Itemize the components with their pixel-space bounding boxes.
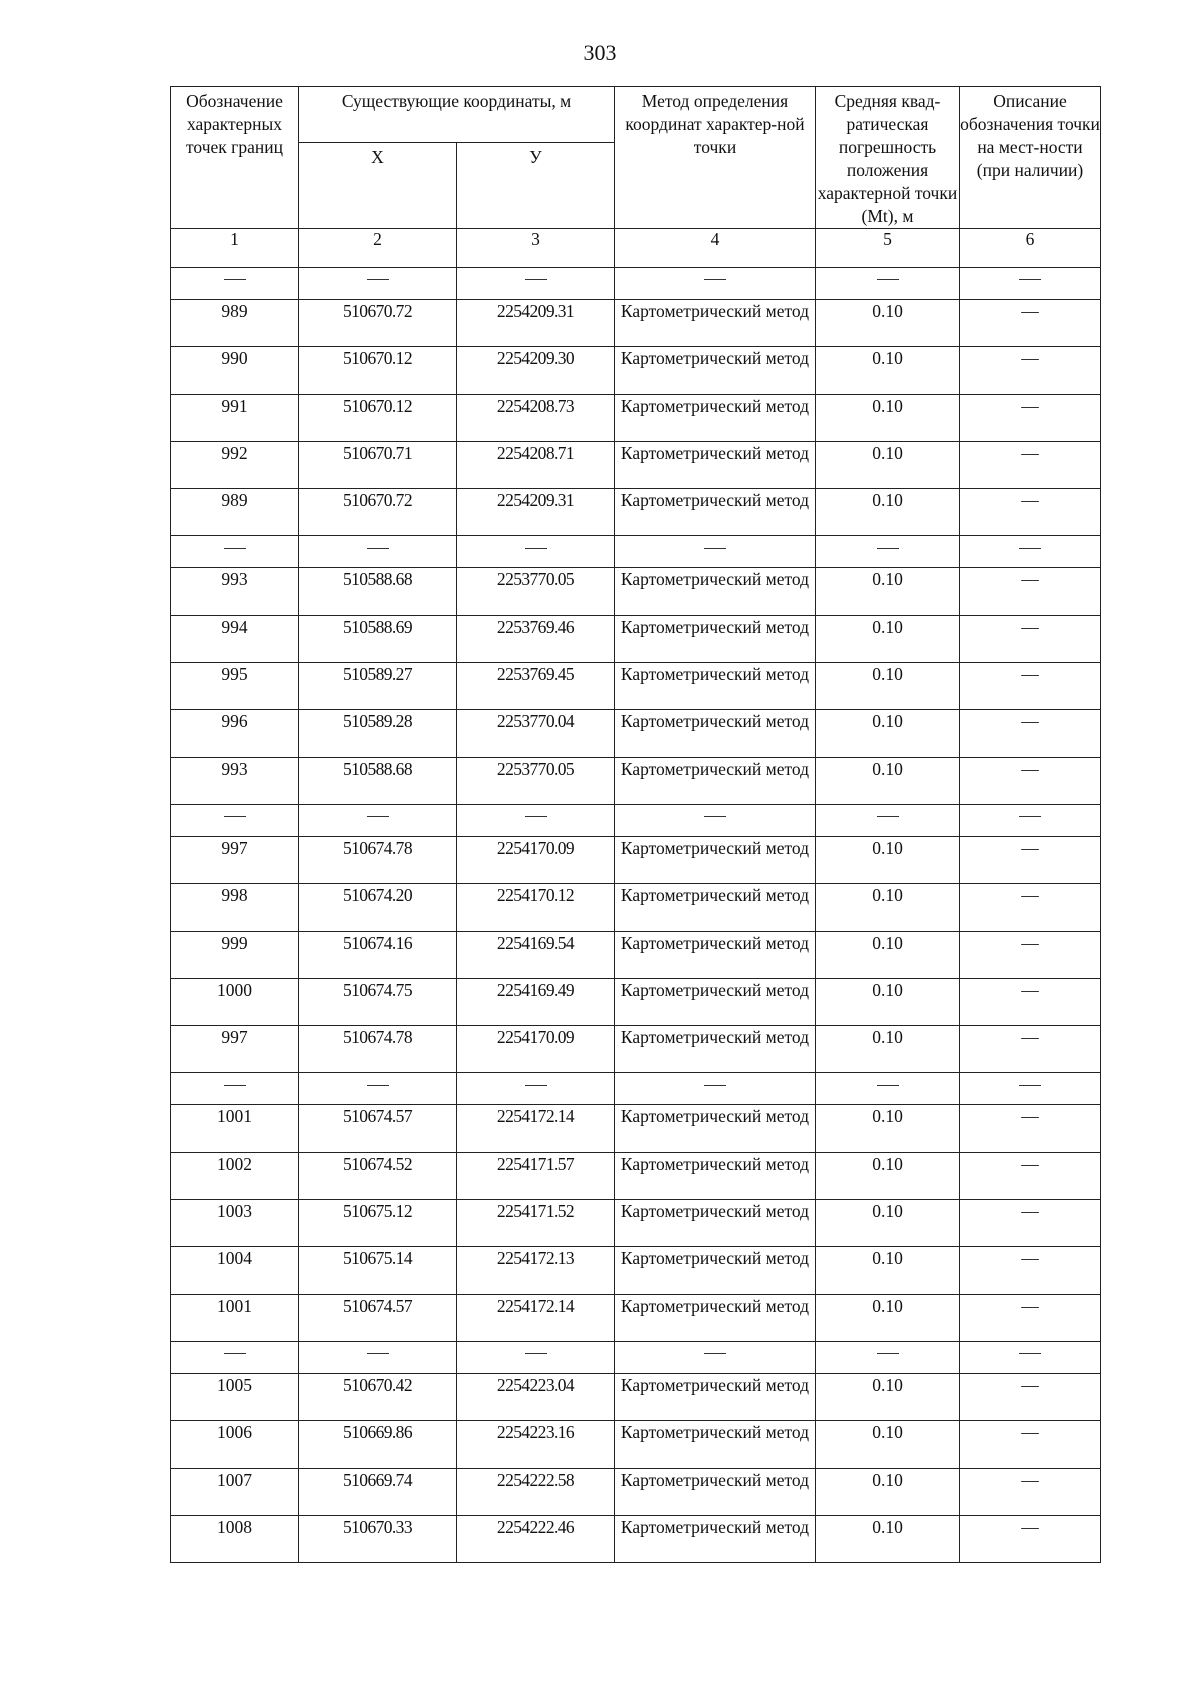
x-coordinate-cell: 510674.57 [299, 1105, 457, 1152]
point-id-cell: 993 [171, 757, 299, 804]
separator-cell [299, 1341, 457, 1373]
method-cell: Картометрический метод [615, 1515, 816, 1562]
y-coordinate-cell: 2253770.05 [457, 568, 615, 615]
point-id-cell: 1005 [171, 1373, 299, 1420]
x-coordinate-cell: 510675.12 [299, 1200, 457, 1247]
separator-cell [615, 536, 816, 568]
separator-cell [816, 536, 960, 568]
dash-mark [367, 1353, 389, 1354]
description-cell: — [960, 1026, 1101, 1073]
point-id-cell: 993 [171, 568, 299, 615]
mt-cell: 0.10 [816, 663, 960, 710]
description-cell: — [960, 1247, 1101, 1294]
dash-mark [224, 816, 246, 817]
point-id-cell: 999 [171, 931, 299, 978]
table-row [171, 1421, 1101, 1468]
separator-row [171, 536, 1101, 568]
method-cell: Картометрический метод [615, 710, 816, 757]
method-cell: Картометрический метод [615, 1247, 816, 1294]
x-coordinate-cell: 510588.68 [299, 757, 457, 804]
separator-cell [171, 1341, 299, 1373]
x-coordinate-cell: 510674.16 [299, 931, 457, 978]
method-cell: Картометрический метод [615, 1421, 816, 1468]
separator-cell [299, 1073, 457, 1105]
mt-cell: 0.10 [816, 884, 960, 931]
x-coordinate-cell: 510674.57 [299, 1294, 457, 1341]
x-coordinate-cell: 510674.78 [299, 1026, 457, 1073]
separator-cell [457, 804, 615, 836]
mt-cell: 0.10 [816, 1294, 960, 1341]
point-id-cell: 1003 [171, 1200, 299, 1247]
y-coordinate-cell: 2254171.52 [457, 1200, 615, 1247]
x-coordinate-cell: 510670.71 [299, 441, 457, 488]
y-coordinate-cell: 2254209.31 [457, 489, 615, 536]
table-row [171, 757, 1101, 804]
description-cell: — [960, 615, 1101, 662]
table-row [171, 1294, 1101, 1341]
dash-mark [704, 279, 726, 280]
mt-cell: 0.10 [816, 394, 960, 441]
table-row [171, 300, 1101, 347]
mt-cell: 0.10 [816, 1105, 960, 1152]
column-number-row [171, 229, 1101, 268]
mt-cell: 0.10 [816, 931, 960, 978]
separator-row [171, 1073, 1101, 1105]
description-cell: — [960, 663, 1101, 710]
column-number: 3 [457, 229, 615, 268]
point-id-cell: 1001 [171, 1294, 299, 1341]
y-coordinate-cell: 2254170.09 [457, 836, 615, 883]
column-number: 2 [299, 229, 457, 268]
y-coordinate-cell: 2254169.54 [457, 931, 615, 978]
point-id-cell: 991 [171, 394, 299, 441]
point-id-cell: 989 [171, 300, 299, 347]
table-header [171, 87, 1101, 268]
x-coordinate-cell: 510670.72 [299, 489, 457, 536]
description-cell: — [960, 757, 1101, 804]
dash-mark [367, 548, 389, 549]
description-cell: — [960, 568, 1101, 615]
point-id-cell: 989 [171, 489, 299, 536]
mt-cell: 0.10 [816, 710, 960, 757]
mt-cell: 0.10 [816, 1200, 960, 1247]
dash-mark [224, 1085, 246, 1086]
point-id-cell: 1001 [171, 1105, 299, 1152]
dash-mark [224, 1353, 246, 1354]
method-cell: Картометрический метод [615, 757, 816, 804]
x-coordinate-cell: 510670.42 [299, 1373, 457, 1420]
method-cell: Картометрический метод [615, 1152, 816, 1199]
point-id-cell: 1004 [171, 1247, 299, 1294]
separator-row [171, 1341, 1101, 1373]
dash-mark [525, 816, 547, 817]
mt-cell: 0.10 [816, 1515, 960, 1562]
dash-mark [224, 548, 246, 549]
point-id-cell: 995 [171, 663, 299, 710]
table-row [171, 1105, 1101, 1152]
dash-mark [704, 1085, 726, 1086]
mt-cell: 0.10 [816, 1468, 960, 1515]
point-id-cell: 990 [171, 347, 299, 394]
description-cell: — [960, 1105, 1101, 1152]
description-cell: — [960, 1152, 1101, 1199]
y-coordinate-cell: 2254223.04 [457, 1373, 615, 1420]
separator-cell [457, 268, 615, 300]
x-coordinate-cell: 510674.78 [299, 836, 457, 883]
x-coordinate-cell: 510674.52 [299, 1152, 457, 1199]
y-coordinate-cell: 2253770.04 [457, 710, 615, 757]
separator-cell [816, 268, 960, 300]
header-description: Описание обозначения точки на мест-ности (при наличии) [960, 87, 1101, 229]
separator-cell [171, 268, 299, 300]
x-coordinate-cell: 510674.75 [299, 978, 457, 1025]
y-coordinate-cell: 2254172.13 [457, 1247, 615, 1294]
dash-mark [1019, 1085, 1041, 1086]
method-cell: Картометрический метод [615, 300, 816, 347]
dash-mark [704, 816, 726, 817]
y-coordinate-cell: 2254169.49 [457, 978, 615, 1025]
x-coordinate-cell: 510670.72 [299, 300, 457, 347]
point-id-cell: 994 [171, 615, 299, 662]
column-number: 5 [816, 229, 960, 268]
description-cell: — [960, 347, 1101, 394]
point-id-cell: 992 [171, 441, 299, 488]
table-row [171, 568, 1101, 615]
mt-cell: 0.10 [816, 1247, 960, 1294]
mt-cell: 0.10 [816, 757, 960, 804]
coordinates-table [170, 86, 1101, 1563]
mt-cell: 0.10 [816, 1026, 960, 1073]
table-row [171, 489, 1101, 536]
table-row [171, 1373, 1101, 1420]
separator-cell [816, 1341, 960, 1373]
method-cell: Картометрический метод [615, 931, 816, 978]
column-number: 6 [960, 229, 1101, 268]
point-id-cell: 1008 [171, 1515, 299, 1562]
method-cell: Картометрический метод [615, 1026, 816, 1073]
table-row [171, 615, 1101, 662]
point-id-cell: 1006 [171, 1421, 299, 1468]
dash-mark [1019, 816, 1041, 817]
header-method: Метод определения координат характер-ной точки [615, 87, 816, 229]
page-number: 303 [583, 40, 617, 65]
separator-cell [457, 536, 615, 568]
separator-cell [171, 804, 299, 836]
description-cell: — [960, 489, 1101, 536]
table-row [171, 710, 1101, 757]
separator-cell [457, 1073, 615, 1105]
separator-cell [615, 1073, 816, 1105]
description-cell: — [960, 1200, 1101, 1247]
dash-mark [704, 548, 726, 549]
point-id-cell: 997 [171, 836, 299, 883]
dash-mark [877, 1085, 899, 1086]
point-id-cell: 996 [171, 710, 299, 757]
dash-mark [367, 279, 389, 280]
dash-mark [877, 279, 899, 280]
y-coordinate-cell: 2254170.09 [457, 1026, 615, 1073]
table-row [171, 1247, 1101, 1294]
table-row [171, 978, 1101, 1025]
point-id-cell: 1002 [171, 1152, 299, 1199]
y-coordinate-cell: 2254222.46 [457, 1515, 615, 1562]
y-coordinate-cell: 2254209.30 [457, 347, 615, 394]
separator-cell [816, 804, 960, 836]
mt-cell: 0.10 [816, 568, 960, 615]
dash-mark [877, 816, 899, 817]
dash-mark [704, 1353, 726, 1354]
y-coordinate-cell: 2254170.12 [457, 884, 615, 931]
mt-cell: 0.10 [816, 1152, 960, 1199]
dash-mark [367, 1085, 389, 1086]
method-cell: Картометрический метод [615, 978, 816, 1025]
x-coordinate-cell: 510588.69 [299, 615, 457, 662]
table-row [171, 1515, 1101, 1562]
table-row [171, 1200, 1101, 1247]
y-coordinate-cell: 2253769.45 [457, 663, 615, 710]
x-coordinate-cell: 510675.14 [299, 1247, 457, 1294]
method-cell: Картометрический метод [615, 663, 816, 710]
separator-cell [960, 1073, 1101, 1105]
point-id-cell: 1000 [171, 978, 299, 1025]
dash-mark [224, 279, 246, 280]
mt-cell: 0.10 [816, 1421, 960, 1468]
description-cell: — [960, 441, 1101, 488]
column-number: 1 [171, 229, 299, 268]
separator-cell [457, 1341, 615, 1373]
mt-cell: 0.10 [816, 615, 960, 662]
separator-cell [299, 536, 457, 568]
y-coordinate-cell: 2254171.57 [457, 1152, 615, 1199]
mt-cell: 0.10 [816, 347, 960, 394]
header-mean-square-error: Средняя квад-ратическая погрешность положения характерной точки (Mt), м [816, 87, 960, 229]
description-cell: — [960, 1421, 1101, 1468]
dash-mark [367, 816, 389, 817]
header-existing-coordinates: Существующие координаты, м [299, 87, 615, 143]
mt-cell: 0.10 [816, 489, 960, 536]
separator-cell [615, 804, 816, 836]
method-cell: Картометрический метод [615, 1200, 816, 1247]
x-coordinate-cell: 510670.12 [299, 347, 457, 394]
mt-cell: 0.10 [816, 978, 960, 1025]
table-row [171, 394, 1101, 441]
x-coordinate-cell: 510589.28 [299, 710, 457, 757]
dash-mark [1019, 279, 1041, 280]
table-row [171, 347, 1101, 394]
separator-cell [960, 536, 1101, 568]
method-cell: Картометрический метод [615, 1468, 816, 1515]
table-body [171, 268, 1101, 1563]
x-coordinate-cell: 510588.68 [299, 568, 457, 615]
separator-cell [299, 268, 457, 300]
x-coordinate-cell: 510670.33 [299, 1515, 457, 1562]
dash-mark [525, 279, 547, 280]
point-id-cell: 998 [171, 884, 299, 931]
header-x: X [299, 143, 457, 229]
table-row [171, 1152, 1101, 1199]
separator-cell [171, 1073, 299, 1105]
table-row [171, 836, 1101, 883]
method-cell: Картометрический метод [615, 836, 816, 883]
description-cell: — [960, 710, 1101, 757]
mt-cell: 0.10 [816, 441, 960, 488]
description-cell: — [960, 1515, 1101, 1562]
dash-mark [877, 548, 899, 549]
table-row [171, 441, 1101, 488]
method-cell: Картометрический метод [615, 1294, 816, 1341]
method-cell: Картометрический метод [615, 441, 816, 488]
method-cell: Картометрический метод [615, 615, 816, 662]
description-cell: — [960, 884, 1101, 931]
y-coordinate-cell: 2254222.58 [457, 1468, 615, 1515]
mt-cell: 0.10 [816, 836, 960, 883]
method-cell: Картометрический метод [615, 884, 816, 931]
description-cell: — [960, 1373, 1101, 1420]
table-row [171, 663, 1101, 710]
x-coordinate-cell: 510674.20 [299, 884, 457, 931]
y-coordinate-cell: 2254209.31 [457, 300, 615, 347]
method-cell: Картометрический метод [615, 568, 816, 615]
description-cell: — [960, 1468, 1101, 1515]
separator-cell [615, 268, 816, 300]
header-y: У [457, 143, 615, 229]
column-number: 4 [615, 229, 816, 268]
y-coordinate-cell: 2254172.14 [457, 1105, 615, 1152]
dash-mark [525, 1353, 547, 1354]
x-coordinate-cell: 510669.74 [299, 1468, 457, 1515]
dash-mark [1019, 548, 1041, 549]
description-cell: — [960, 1294, 1101, 1341]
method-cell: Картометрический метод [615, 489, 816, 536]
x-coordinate-cell: 510589.27 [299, 663, 457, 710]
separator-cell [615, 1341, 816, 1373]
separator-cell [299, 804, 457, 836]
description-cell: — [960, 978, 1101, 1025]
x-coordinate-cell: 510669.86 [299, 1421, 457, 1468]
method-cell: Картометрический метод [615, 347, 816, 394]
separator-row [171, 804, 1101, 836]
separator-cell [960, 268, 1101, 300]
y-coordinate-cell: 2254208.73 [457, 394, 615, 441]
separator-row [171, 268, 1101, 300]
x-coordinate-cell: 510670.12 [299, 394, 457, 441]
description-cell: — [960, 931, 1101, 978]
separator-cell [171, 536, 299, 568]
table-row [171, 884, 1101, 931]
dash-mark [525, 1085, 547, 1086]
table-row [171, 1026, 1101, 1073]
mt-cell: 0.10 [816, 300, 960, 347]
separator-cell [960, 1341, 1101, 1373]
separator-cell [960, 804, 1101, 836]
header-point-designation: Обозначение характерных точек границ [171, 87, 299, 229]
dash-mark [525, 548, 547, 549]
mt-cell: 0.10 [816, 1373, 960, 1420]
description-cell: — [960, 836, 1101, 883]
point-id-cell: 1007 [171, 1468, 299, 1515]
dash-mark [877, 1353, 899, 1354]
separator-cell [816, 1073, 960, 1105]
y-coordinate-cell: 2254172.14 [457, 1294, 615, 1341]
dash-mark [1019, 1353, 1041, 1354]
method-cell: Картометрический метод [615, 1373, 816, 1420]
description-cell: — [960, 300, 1101, 347]
point-id-cell: 997 [171, 1026, 299, 1073]
table-row [171, 1468, 1101, 1515]
method-cell: Картометрический метод [615, 1105, 816, 1152]
method-cell: Картометрический метод [615, 394, 816, 441]
table-row [171, 931, 1101, 978]
y-coordinate-cell: 2253769.46 [457, 615, 615, 662]
y-coordinate-cell: 2254223.16 [457, 1421, 615, 1468]
y-coordinate-cell: 2254208.71 [457, 441, 615, 488]
description-cell: — [960, 394, 1101, 441]
y-coordinate-cell: 2253770.05 [457, 757, 615, 804]
